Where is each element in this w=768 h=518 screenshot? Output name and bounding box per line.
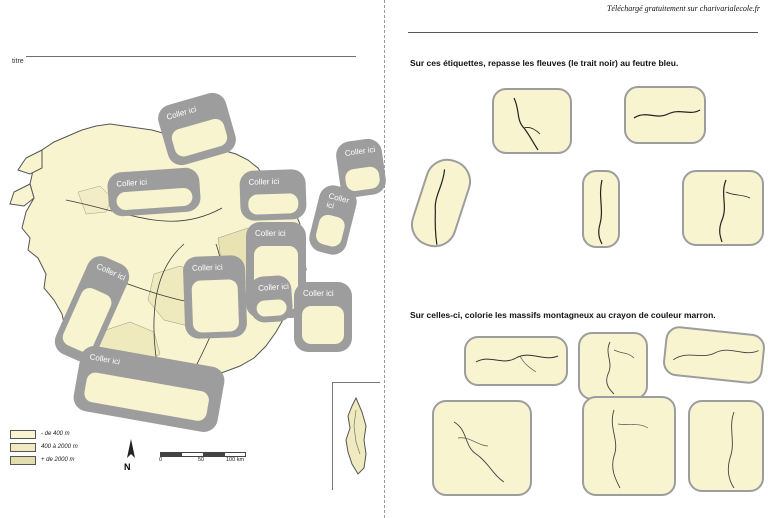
paste-label-text: Coller ici (191, 262, 223, 273)
paste-slot (256, 299, 287, 317)
paste-slot (248, 193, 299, 215)
paste-label-text: Coller ici (257, 281, 290, 293)
paste-label-text: Coller ici (116, 177, 148, 189)
paste-label-text: Coller ici (303, 289, 334, 298)
river-tile-3[interactable] (405, 153, 477, 253)
legend-item (10, 454, 106, 466)
instruction-rivers: Sur ces étiquettes, repasse les fleuves (le trait noir) au feutre bleu. (410, 58, 679, 68)
river-tile-2[interactable] (624, 86, 706, 144)
paste-label-3[interactable] (107, 167, 202, 217)
title-label: titre (12, 58, 24, 65)
compass-rose-icon (118, 438, 144, 478)
instruction-mountains: Sur celles-ci, colorie les massifs montagneux au crayon de couleur marron. (410, 310, 716, 320)
paste-label-text: Coller ici (165, 104, 198, 122)
paste-label-text: Coller ici (95, 261, 127, 283)
paste-slot (191, 279, 239, 333)
river-tile-5[interactable] (682, 170, 764, 246)
scale-tick: 50 (198, 457, 205, 463)
download-note: Téléchargé gratuitement sur charivarialecole.fr (606, 4, 760, 13)
river-tile-4[interactable] (582, 170, 620, 248)
legend-item (10, 441, 106, 453)
paste-label-text: Coller ici (255, 229, 286, 238)
paste-label-9[interactable] (248, 275, 293, 324)
paste-slot (314, 213, 346, 248)
paste-label-text: Coller ici (344, 144, 376, 159)
legend-item-label: 400 à 2000 m (41, 444, 78, 450)
paste-label-10[interactable] (294, 282, 352, 352)
right-page (392, 0, 768, 518)
paste-slot (116, 187, 193, 210)
paste-label-7[interactable] (183, 255, 248, 339)
mountain-tile-4[interactable] (432, 400, 532, 496)
paste-label-text: Coller ici (325, 191, 351, 211)
header-rule (408, 32, 758, 33)
mountain-tile-3[interactable] (662, 325, 767, 385)
paste-label-4[interactable] (239, 169, 307, 221)
scale-tick: 0 (159, 457, 163, 463)
legend-swatch-icon (10, 443, 36, 452)
paste-label-text: Coller ici (88, 352, 121, 367)
map-scale-bar (160, 452, 270, 466)
corsica-map (336, 392, 380, 488)
legend-swatch-icon (10, 456, 36, 465)
map-legend (10, 428, 106, 467)
paste-label-text: Coller ici (248, 176, 280, 187)
legend-item-label: + de 2000 m (41, 457, 75, 463)
compass-north-label: N (124, 462, 131, 472)
scale-tick: 100 km (226, 457, 245, 463)
paste-slot (170, 117, 230, 159)
scale-tick-labels (160, 457, 270, 466)
river-tile-1[interactable] (492, 88, 572, 154)
mountain-tile-2[interactable] (578, 332, 648, 400)
legend-swatch-icon (10, 430, 36, 439)
paste-slot (302, 306, 344, 344)
page-fold-divider (384, 0, 385, 518)
mountain-tile-5[interactable] (582, 396, 676, 496)
legend-item (10, 428, 106, 440)
legend-item-label: - de 400 m (41, 431, 70, 437)
mountain-tile-1[interactable] (464, 336, 568, 386)
mountain-tile-6[interactable] (688, 400, 764, 492)
title-rule (26, 56, 356, 57)
paste-slot (344, 166, 381, 193)
